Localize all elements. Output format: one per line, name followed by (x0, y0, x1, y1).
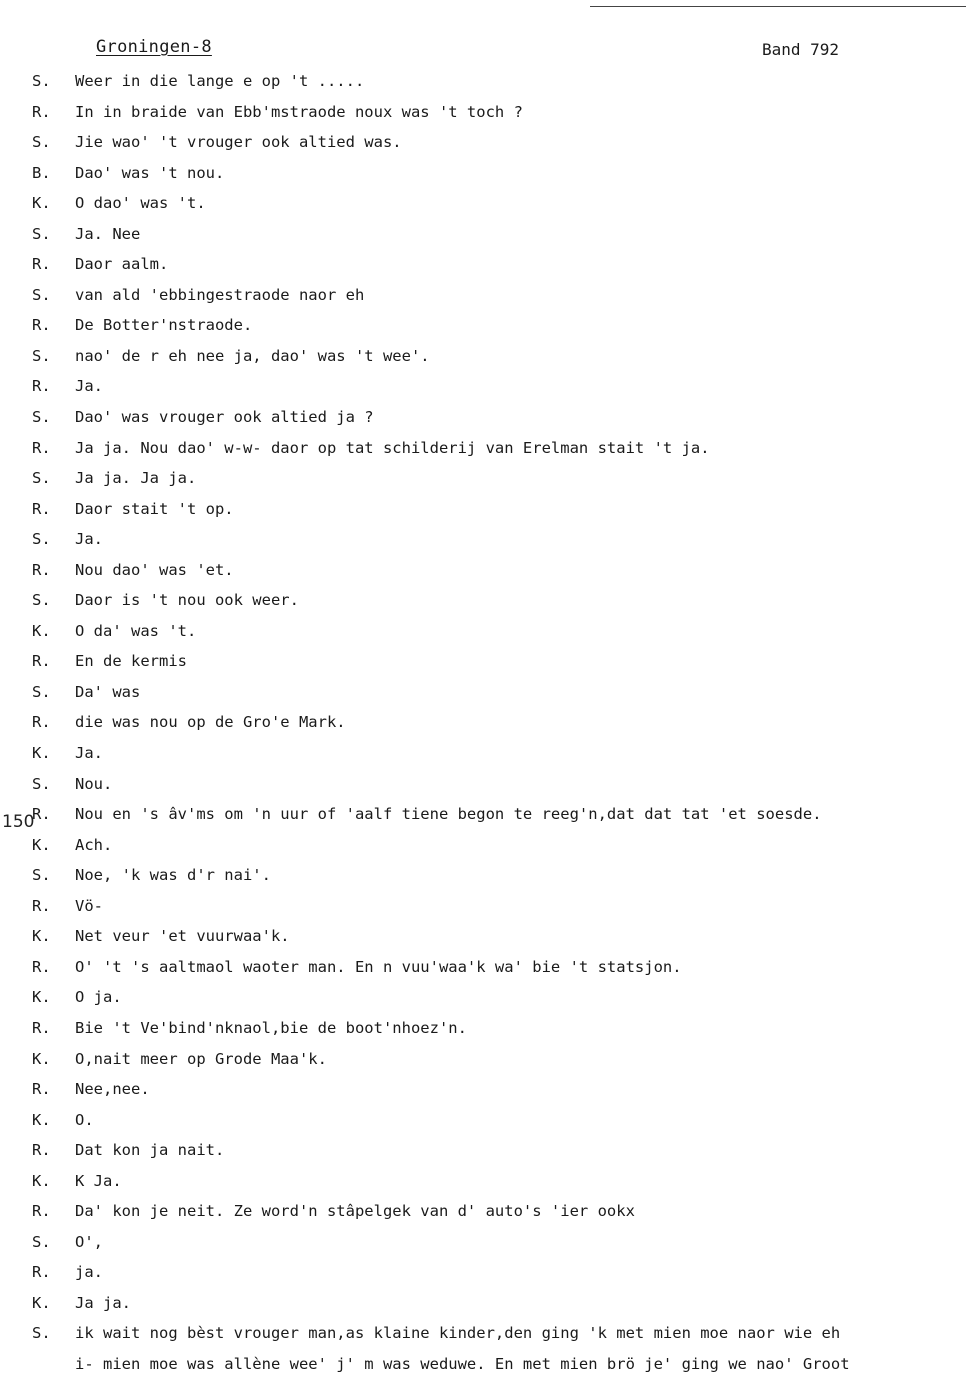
transcript-line (0, 1013, 966, 1044)
utterance-text: Ja ja. Nou dao' w-w- daor op tat schilderij van Erelman stait 't ja. (75, 438, 710, 457)
transcript-line (0, 616, 966, 647)
transcript-line (0, 341, 966, 372)
transcript-line (0, 921, 966, 952)
transcript-line (0, 97, 966, 128)
transcript-line (0, 371, 966, 402)
speaker-label: K. (32, 194, 51, 213)
document-title-text: Groningen-8 (96, 37, 212, 57)
utterance-text: Ja ja. Ja ja. (75, 469, 197, 488)
speaker-label: S. (32, 866, 51, 885)
utterance-text: nao' de r eh nee ja, dao' was 't wee'. (75, 346, 430, 365)
utterance-text: Nou en 's âv'ms om 'n uur of 'aalf tiene begon te reeg'n,dat dat tat 'et soesde. (75, 805, 822, 824)
utterance-text: O,nait meer op Grode Maa'k. (75, 1049, 327, 1068)
speaker-label: S. (32, 72, 51, 90)
utterance-text: Ach. (75, 835, 113, 854)
transcript-line (0, 158, 966, 189)
utterance-text: Dao' was vrouger ook altied ja ? (75, 408, 374, 427)
speaker-label: R. (32, 560, 51, 579)
utterance-text: O', (75, 1232, 103, 1251)
transcript-line (0, 585, 966, 616)
transcript-line (0, 1196, 966, 1227)
utterance-text: Ja. (75, 377, 103, 396)
speaker-label: S. (32, 346, 51, 365)
transcript-lines (0, 66, 966, 1380)
speaker-label: S. (32, 224, 51, 243)
utterance-text: K Ja. (75, 1171, 122, 1190)
transcript-line (0, 738, 966, 769)
utterance-text: Noe, 'k was d'r nai'. (75, 866, 271, 885)
speaker-label: R. (32, 1202, 51, 1221)
utterance-text: Jie wao' 't vrouger ook altied was. (75, 133, 402, 152)
utterance-text: ik wait nog bèst vrouger man,as klaine kinder,den ging 'k met mien moe naor wie eh (75, 1324, 841, 1343)
transcript-line (0, 769, 966, 800)
speaker-label: K. (32, 927, 51, 946)
speaker-label: S. (32, 682, 51, 701)
utterance-text: Ja ja. (75, 1293, 131, 1312)
utterance-text: O' 't 's aaltmaol waoter man. En n vuu'waa'k wa' bie 't statsjon. (75, 957, 682, 976)
speaker-label: R. (32, 652, 51, 671)
utterance-text: O dao' was 't. (75, 194, 206, 213)
speaker-label: R. (32, 1141, 51, 1160)
transcript-line (0, 707, 966, 738)
utterance-text: Da' kon je neit. Ze word'n stâpelgek van d' auto's 'ier ookx (75, 1202, 635, 1221)
transcript-line (0, 280, 966, 311)
transcript-line (0, 219, 966, 250)
speaker-label: R. (32, 499, 51, 518)
utterance-text: van ald 'ebbingestraode naor eh (75, 285, 365, 304)
utterance-text: Nou. (75, 774, 113, 793)
speaker-label: S. (32, 1324, 51, 1343)
speaker-label: R. (32, 805, 51, 824)
speaker-label: S. (32, 774, 51, 793)
speaker-label: R. (32, 1263, 51, 1282)
margin-note: 150 (2, 812, 35, 832)
utterance-text: Daor aalm. (75, 255, 169, 274)
speaker-label: K. (32, 1110, 51, 1129)
utterance-text: Weer in die lange e op 't ..... (75, 72, 365, 90)
transcript-line (0, 1166, 966, 1197)
transcript-line (0, 982, 966, 1013)
utterance-text: En de kermis (75, 652, 187, 671)
speaker-label: K. (32, 1293, 51, 1312)
utterance-text: Ja. (75, 744, 103, 763)
transcript-line (0, 646, 966, 677)
transcript-line (0, 402, 966, 433)
transcript-line (0, 433, 966, 464)
utterance-text: O ja. (75, 988, 122, 1007)
utterance-text: Net veur 'et vuurwaa'k. (75, 927, 290, 946)
transcript-line (0, 860, 966, 891)
utterance-text: Ja. Nee (75, 224, 141, 243)
utterance-text: ja. (75, 1263, 103, 1282)
utterance-text: Ja. (75, 530, 103, 549)
band-number: Band 792 (762, 40, 840, 59)
transcript-line (0, 555, 966, 586)
top-rule (590, 6, 966, 7)
utterance-text: Daor is 't nou ook weer. (75, 591, 299, 610)
transcript-line (0, 463, 966, 494)
speaker-label: K. (32, 1049, 51, 1068)
transcript-line (0, 677, 966, 708)
transcript-line (0, 1105, 966, 1136)
utterance-text: O. (75, 1110, 94, 1129)
speaker-label: K. (32, 1171, 51, 1190)
utterance-text: i- mien moe was allène wee' j' m was weduwe. En met mien brö je' ging we nao' Groot (75, 1354, 850, 1373)
speaker-label: K. (32, 988, 51, 1007)
transcript-line (0, 891, 966, 922)
speaker-label: S. (32, 285, 51, 304)
transcript-line (0, 1349, 966, 1380)
transcript-line (0, 1074, 966, 1105)
transcript-line (0, 1318, 966, 1349)
speaker-label: R. (32, 1080, 51, 1099)
utterance-text: Nou dao' was 'et. (75, 560, 234, 579)
utterance-text: die was nou op de Gro'e Mark. (75, 713, 346, 732)
speaker-label: B. (32, 163, 51, 182)
speaker-label: R. (32, 255, 51, 274)
speaker-label: R. (32, 102, 51, 121)
transcript-line (0, 1044, 966, 1075)
speaker-label: S. (32, 408, 51, 427)
speaker-label: R. (32, 377, 51, 396)
utterance-text: Vö- (75, 896, 103, 915)
transcript-line (0, 127, 966, 158)
speaker-label: R. (32, 896, 51, 915)
transcript-line (0, 830, 966, 861)
speaker-label: S. (32, 133, 51, 152)
speaker-label: R. (32, 713, 51, 732)
transcript-line (0, 1288, 966, 1319)
transcript-line (0, 1135, 966, 1166)
speaker-label: K. (32, 835, 51, 854)
speaker-label: S. (32, 591, 51, 610)
transcript-line (0, 66, 966, 97)
speaker-label: K. (32, 621, 51, 640)
transcript-line (0, 952, 966, 983)
transcript-line (0, 188, 966, 219)
speaker-label: S. (32, 469, 51, 488)
utterance-text: Dao' was 't nou. (75, 163, 225, 182)
speaker-label: R. (32, 438, 51, 457)
speaker-label: K. (32, 744, 51, 763)
transcript-line (0, 799, 966, 830)
utterance-text: Daor stait 't op. (75, 499, 234, 518)
speaker-label: S. (32, 530, 51, 549)
speaker-label: R. (32, 957, 51, 976)
utterance-text: O da' was 't. (75, 621, 197, 640)
speaker-label: R. (32, 316, 51, 335)
utterance-text: In in braide van Ebb'mstraode noux was 't toch ? (75, 102, 523, 121)
utterance-text: Bie 't Ve'bind'nknaol,bie de boot'nhoez'n. (75, 1018, 467, 1037)
transcript-line (0, 249, 966, 280)
utterance-text: Dat kon ja nait. (75, 1141, 225, 1160)
speaker-label: R. (32, 1018, 51, 1037)
transcript-line (0, 1257, 966, 1288)
document-title (96, 37, 212, 57)
transcript-line (0, 310, 966, 341)
transcript-line (0, 494, 966, 525)
utterance-text: Nee,nee. (75, 1080, 150, 1099)
utterance-text: De Botter'nstraode. (75, 316, 253, 335)
speaker-label: S. (32, 1232, 51, 1251)
utterance-text: Da' was (75, 682, 141, 701)
transcript-line (0, 1227, 966, 1258)
transcript-line (0, 524, 966, 555)
